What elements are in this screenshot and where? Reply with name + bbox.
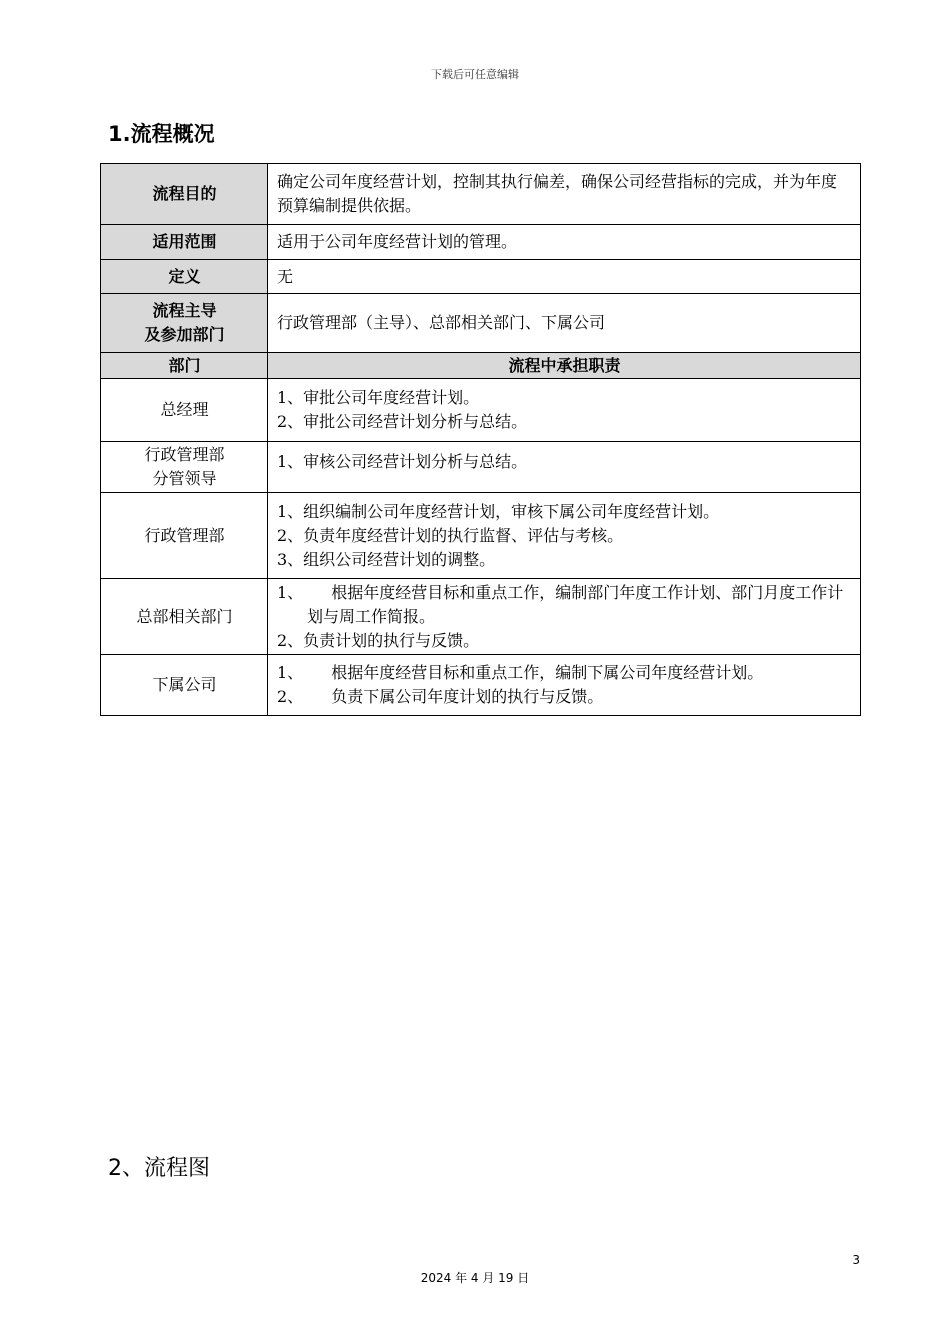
duty-cell [268, 379, 861, 442]
dept-cell: 总经理 [101, 379, 268, 442]
duty-item: 1、组织编制公司年度经营计划，审核下属公司年度经营计划。 [277, 501, 720, 521]
dept-line1: 行政管理部 [144, 445, 225, 464]
duty-item: 3、组织公司经营计划的调整。 [277, 549, 496, 569]
duty-cell [268, 493, 861, 579]
duty-cell [268, 655, 861, 716]
duty-item: 2、负责计划的执行与反馈。 [277, 630, 480, 650]
dept-cell [101, 442, 268, 493]
scope-text: 适用于公司年度经营计划的管理。 [268, 225, 861, 260]
definition-label: 定义 [101, 260, 268, 294]
lead-label-line1: 流程主导 [152, 301, 217, 320]
lead-row [101, 294, 861, 353]
duty-item: 1、审批公司年度经营计划。 [277, 388, 480, 407]
header-note: 下载后可任意编辑 [431, 68, 519, 81]
section1-title: 1.流程概况 [108, 122, 215, 146]
lead-text: 行政管理部（主导）、总部相关部门、下属公司 [268, 294, 861, 353]
duty-text: 根据年度经营目标和重点工作，编制部门年度工作计划、部门月度工作计划与周工作简报。 [307, 582, 844, 626]
duty-number: 2、 [277, 687, 304, 706]
duty-item: 1、审核公司经营计划分析与总结。 [277, 452, 528, 471]
duty-item [277, 685, 852, 709]
dept-cell: 下属公司 [101, 655, 268, 716]
table-row [101, 493, 861, 579]
duty-item [277, 661, 852, 685]
lead-label [101, 294, 268, 353]
purpose-row [101, 164, 861, 225]
scope-row [101, 225, 861, 260]
purpose-label: 流程目的 [101, 164, 268, 225]
duty-cell [268, 579, 861, 655]
page-number: 3 [852, 1253, 860, 1267]
duty-number: 1、 [277, 663, 304, 682]
duty-item [277, 581, 852, 629]
duty-text: 根据年度经营目标和重点工作，编制下属公司年度经营计划。 [331, 663, 764, 682]
definition-row [101, 260, 861, 294]
duty-item: 2、负责年度经营计划的执行监督、评估与考核。 [277, 525, 624, 545]
col-duty-header: 流程中承担职责 [268, 353, 861, 379]
col-dept-header: 部门 [101, 353, 268, 379]
duty-cell [268, 442, 861, 493]
scope-label: 适用范围 [101, 225, 268, 260]
lead-label-line2: 及参加部门 [144, 325, 225, 344]
section2-title: 2、流程图 [108, 1156, 210, 1181]
duty-number: 1、 [277, 582, 304, 602]
dept-cell: 总部相关部门 [101, 579, 268, 655]
duty-item: 2、审批公司经营计划分析与总结。 [277, 412, 528, 431]
duty-text: 负责下属公司年度计划的执行与反馈。 [331, 687, 604, 706]
table-row [101, 655, 861, 716]
definition-text: 无 [268, 260, 861, 294]
process-overview-table [100, 163, 861, 716]
dept-cell: 行政管理部 [101, 493, 268, 579]
table-row [101, 379, 861, 442]
purpose-text: 确定公司年度经营计划，控制其执行偏差，确保公司经营指标的完成，并为年度预算编制提供依据。 [268, 164, 861, 225]
footer-date: 2024 年 4 月 19 日 [420, 1271, 530, 1285]
table-row [101, 579, 861, 655]
table-row [101, 442, 861, 493]
responsibility-header-row [101, 353, 861, 379]
dept-line2: 分管领导 [152, 469, 217, 488]
